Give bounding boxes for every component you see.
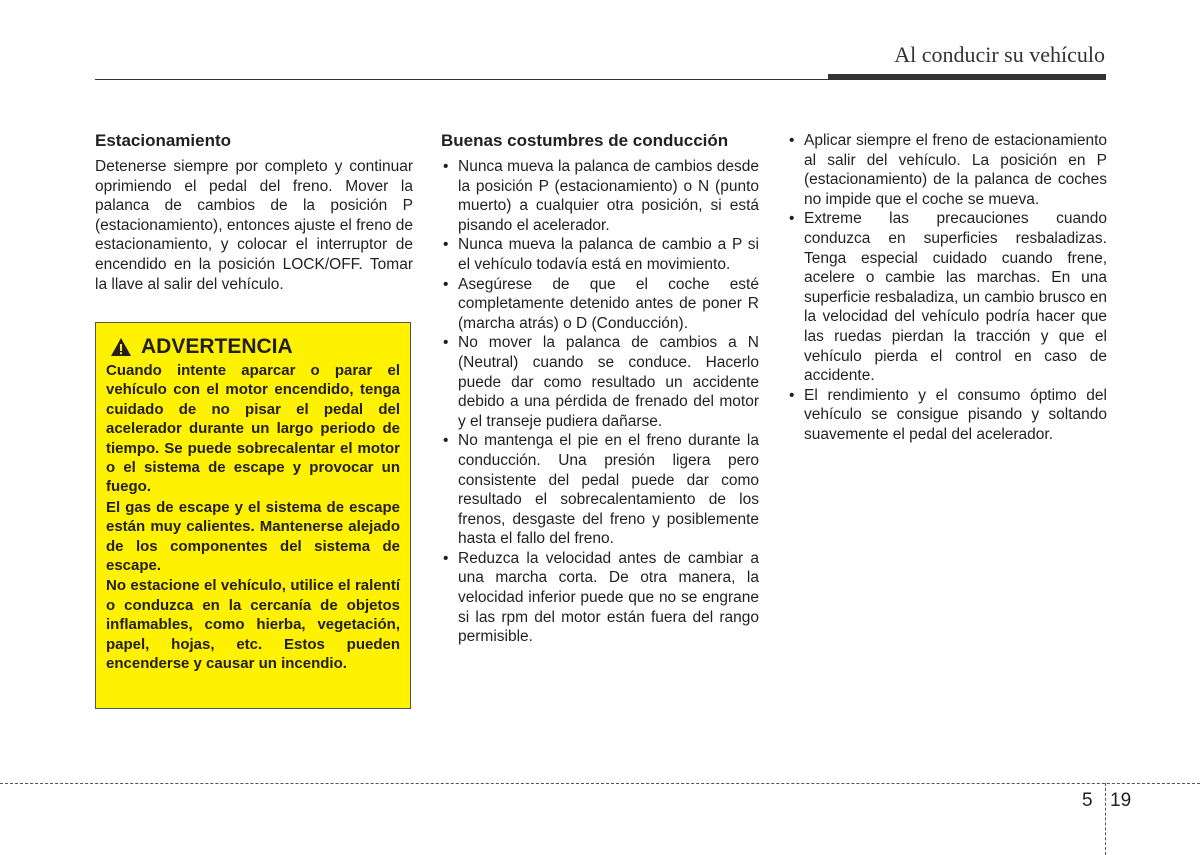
bullet-icon: • <box>443 334 449 352</box>
list-item <box>787 131 1107 209</box>
header-rule <box>95 79 830 80</box>
list-item-text: Asegúrese de que el coche esté completamente detenido antes de poner R (marcha atrás) o D (Conducción). <box>458 275 759 332</box>
list-item <box>441 275 759 334</box>
list-item-text: Nunca mueva la palanca de cambios desde la posición P (estacionamiento) o N (punto muerto) a cualquier otra posición, si está pisando el acelerador. <box>458 158 759 234</box>
warning-title <box>110 335 400 359</box>
header-rule-accent <box>828 74 1106 80</box>
list-item-text: No mover la palanca de cambios a N (Neutral) cuando se conduce. Hacerlo puede dar como resultado un accidente debido a una pérdida de frenado del motor y el transeje pudiera dañarse. <box>458 334 759 430</box>
list-item-text: No mantenga el pie en el freno durante la conducción. Una presión ligera pero consistente del pedal puede dar como resultado el sobrecalentamiento de los frenos, desgaste del freno y posiblemente hasta el fallo del freno. <box>458 432 759 548</box>
footer-divider <box>1105 783 1106 855</box>
list-item <box>441 157 759 235</box>
warning-title-text: ADVERTENCIA <box>141 335 293 358</box>
parking-paragraph: Detenerse siempre por completo y continuar oprimiendo el pedal del freno. Mover la palanca de cambios de la posición P (estacionamiento), entonces ajuste el freno de estacionamiento, y colocar el interruptor de encendido en la posición LOCK/OFF. Tomar la llave al salir del vehículo. <box>95 158 413 293</box>
footer-rule <box>0 783 1200 784</box>
bullet-icon: • <box>443 236 449 254</box>
section-title: Al conducir su vehículo <box>894 42 1105 67</box>
list-item-text: El rendimiento y el consumo óptimo del vehículo se consigue pisando y soltando suavemente el pedal del acelerador. <box>804 386 1107 443</box>
bullet-icon: • <box>789 132 795 149</box>
warning-box <box>95 322 411 709</box>
parking-heading: Estacionamiento <box>95 131 232 150</box>
list-item <box>441 431 759 549</box>
warning-triangle-icon <box>110 337 132 357</box>
bullet-icon: • <box>443 549 449 567</box>
list-item <box>787 209 1107 385</box>
chapter-number: 5 <box>1082 790 1093 811</box>
driving-tips-list <box>787 131 1107 445</box>
bullet-icon: • <box>443 432 449 450</box>
page-number: 19 <box>1110 790 1132 811</box>
column-left <box>95 131 413 294</box>
warning-paragraph: Cuando intente aparcar o parar el vehículo con el motor encendido, tenga cuidado de no pisar el pedal del acelerador durante un largo periodo de tiempo. Se puede sobrecalentar el motor o el sistema de escape y provocar un fuego. <box>106 362 400 496</box>
bullet-icon: • <box>443 158 449 175</box>
driving-habits-list <box>441 157 759 647</box>
list-item <box>441 549 759 647</box>
list-item <box>787 386 1107 445</box>
bullet-icon: • <box>789 210 795 228</box>
warning-paragraph: El gas de escape y el sistema de escape están muy calientes. Mantenerse alejado de los componentes del sistema de escape. <box>106 498 400 575</box>
bullet-icon: • <box>789 386 795 404</box>
column-right <box>787 131 1107 445</box>
bullet-icon: • <box>443 275 449 293</box>
warning-paragraph: No estacione el vehículo, utilice el ralentí o conduzca en la cercanía de objetos inflamables, como hierba, vegetación, papel, hojas, etc. Estos pueden encenderse y causar un incendio. <box>106 577 400 673</box>
driving-habits-heading: Buenas costumbres de conducción <box>441 131 729 150</box>
list-item-text: Reduzca la velocidad antes de cambiar a una marcha corta. De otra manera, la velocidad inferior puede que no se engrane si las rpm del motor están fuera del rango permisible. <box>458 549 759 646</box>
column-middle <box>441 131 759 647</box>
list-item-text: Nunca mueva la palanca de cambio a P si el vehículo todavía está en movimiento. <box>458 236 759 273</box>
list-item-text: Extreme las precauciones cuando conduzca en superficies resbaladizas. Tenga especial cuidado cuando frene, acelere o cambie las marchas. En una superficie resbaladiza, un cambio brusco en la velocidad del vehículo podría hacer que las ruedas pierdan la tracción y que el vehículo pierda el control en caso de accidente. <box>804 210 1107 385</box>
list-item-text: Aplicar siempre el freno de estacionamiento al salir del vehículo. La posición en P (estacionamiento) de la palanca de coches no impide que el coche se mueva. <box>804 132 1107 208</box>
list-item <box>441 333 759 431</box>
list-item <box>441 235 759 274</box>
